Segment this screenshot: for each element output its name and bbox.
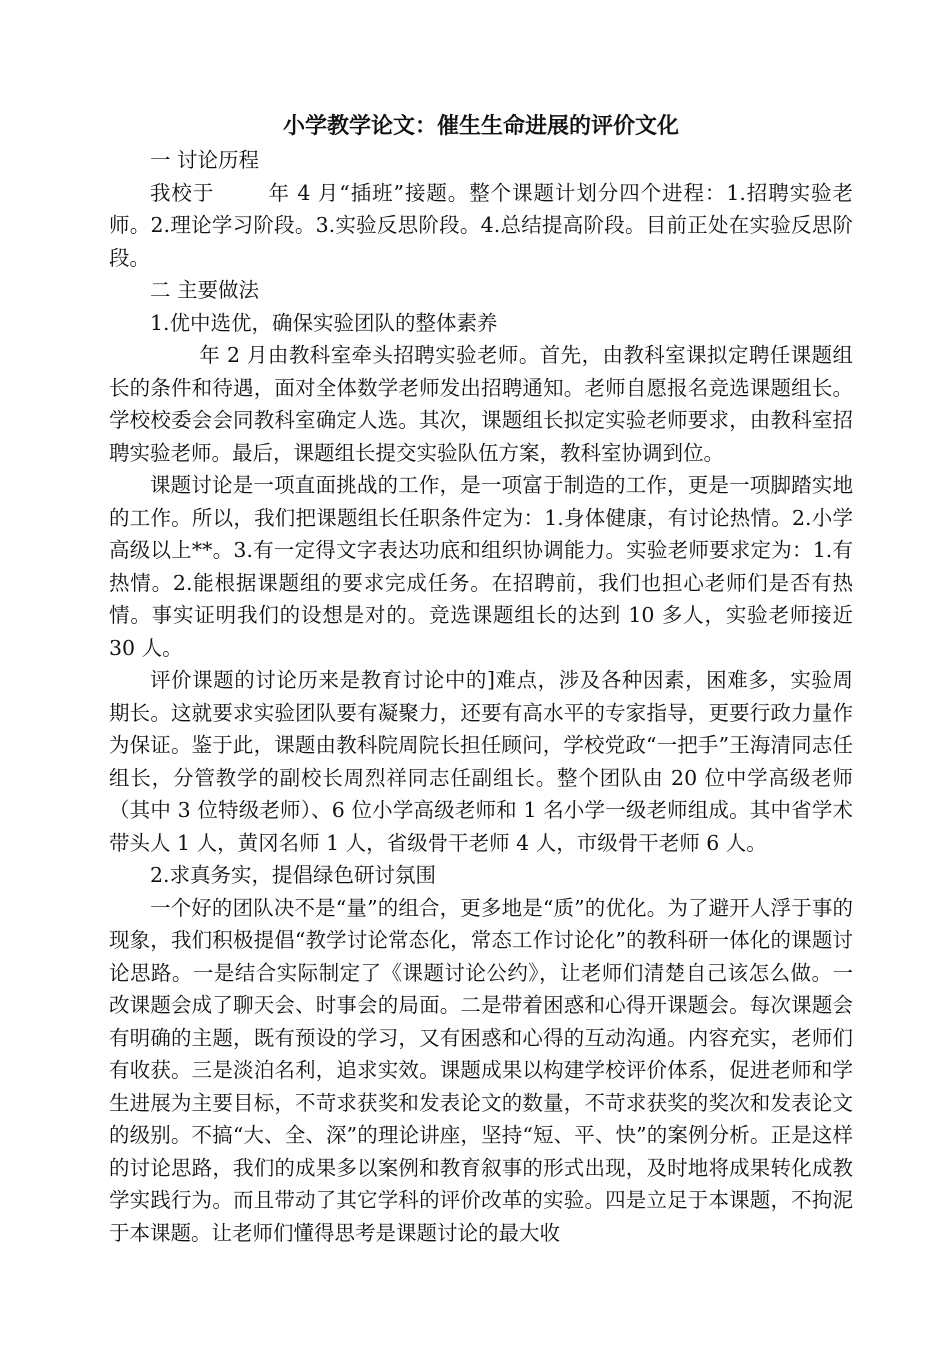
document-body [109, 108, 853, 1249]
paragraph-history-prefix: 我校于 [150, 180, 215, 205]
paragraph-history-rest: 年 4 月“插班”接题。整个课题计划分四个进程：1.招聘实验老师。2.理论学习阶段。3.实验反思阶段。4.总结提高阶段。目前正处在实验反思阶段。 [109, 180, 854, 270]
paragraph-history [109, 177, 853, 275]
paragraph-requirements: 课题讨论是一项直面挑战的工作，是一项富于制造的工作，更是一项脚踏实地的工作。所以，我们把课题组长任职条件定为：1.身体健康，有讨论热情。2.小学高级以上**。3.有一定得文字表达功底和组织协调能力。实验老师要求定为：1.有热情。2.能根据课题组的要求完成任务。在招聘前，我们也担心老师们是否有热情。事实证明我们的设想是对的。竞选课题组长的达到 10 多人，实验老师接近 30 人。 [109, 473, 853, 660]
section-heading-history: 一 讨论历程 [150, 148, 260, 172]
section-heading-methods: 二 主要做法 [150, 278, 260, 302]
paragraph-team: 评价课题的讨论历来是教育讨论中的]难点，涉及各种因素，困难多，实验周期长。这就要求实验团队要有凝聚力，还要有高水平的专家指导，更要行政力量作为保证。鉴于此，课题由教科院周院长担任顾问，学校党政“一把手”王海清同志任组长，分管教学的副校长周烈祥同志任副组长。整个团队由 20 位中学高级老师（其中 3 位特级老师）、6 位小学高级老师和 1 名小学一级老师组成。其中省学术带头人 1 人，黄冈名师 1 人，省级骨干老师 4 人，市级骨干老师 6 人。 [109, 668, 853, 855]
paragraph-research-approach: 一个好的团队决不是“量”的组合，更多地是“质”的优化。为了避开人浮于事的现象，我们积极提倡“教学讨论常态化，常态工作讨论化”的教科研一体化的课题讨论思路。一是结合实际制定了《课题讨论公约》，让老师们清楚自己该怎么做。一改课题会成了聊天会、时事会的局面。二是带着困惑和心得开课题会。每次课题会有明确的主题，既有预设的学习，又有困惑和心得的互动沟通。内容充实，老师们有收获。三是淡泊名利，追求实效。课题成果以构建学校评价体系，促进老师和学生进展为主要目标，不苛求获奖和发表论文的数量，不苛求获奖的奖次和发表论文的级别。不搞“大、全、深”的理论讲座，坚持“短、平、快”的案例分析。正是这样的讨论思路，我们的成果多以案例和教育叙事的形式出现，及时地将成果转化成教学实践行为。而且带动了其它学科的评价改革的实验。四是立足于本课题，不拘泥于本课题。让老师们懂得思考是课题讨论的最大收 [109, 895, 853, 1245]
subheading-green-research: 2.求真务实，提倡绿色研讨氛围 [150, 863, 437, 887]
subheading-team-quality: 1.优中选优，确保实验团队的整体素养 [150, 310, 498, 335]
document-title: 小学教学论文：催生生命进展的评价文化 [282, 113, 679, 139]
paragraph-recruitment: 年 2 月由教科室牵头招聘实验老师。首先，由教科室课拟定聘任课题组长的条件和待遇，面对全体数学老师发出招聘通知。老师自愿报名竞选课题组长。学校校委会会同教科室确定人选。其次，课题组长拟定实验老师要求，由教科室招聘实验老师。最后，课题组长提交实验队伍方案，教科室协调到位。 [109, 343, 853, 465]
